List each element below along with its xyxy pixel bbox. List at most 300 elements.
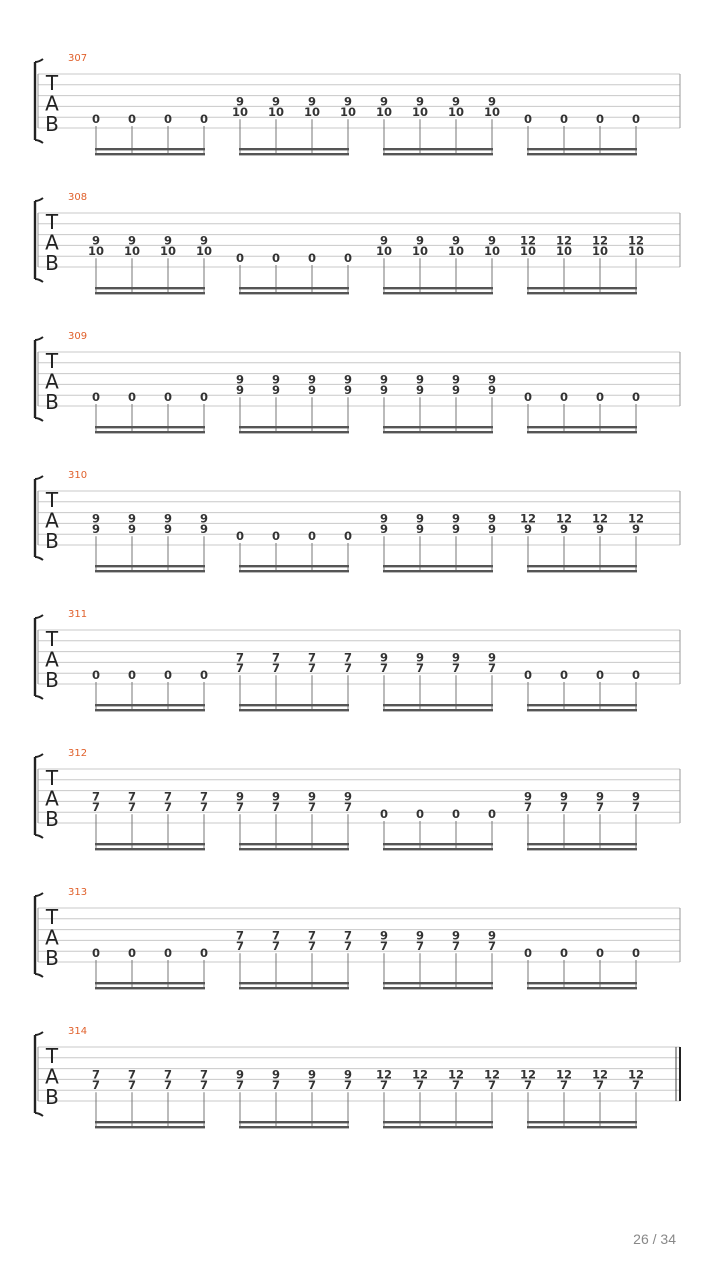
tab-clef-letter: T [45, 488, 59, 512]
beam-secondary [527, 431, 637, 433]
fret-number: 7 [343, 800, 353, 815]
fret-number: 0 [271, 529, 281, 543]
fret-number: 12 [447, 1067, 465, 1082]
tab-clef-letter: B [45, 251, 59, 275]
fret-number: 9 [451, 928, 461, 943]
fret-number: 7 [199, 800, 209, 815]
fret-number: 0 [559, 390, 569, 404]
fret-number: 0 [91, 668, 101, 682]
beam-primary [95, 148, 205, 150]
fret-number: 9 [379, 511, 389, 526]
tab-clef-letter: T [45, 210, 59, 234]
fret-number: 10 [339, 105, 357, 120]
beam-secondary [527, 848, 637, 850]
fret-number: 9 [415, 522, 425, 537]
fret-number: 12 [411, 1067, 429, 1082]
fret-number: 10 [375, 105, 393, 120]
fret-number: 0 [235, 529, 245, 543]
fret-number: 9 [343, 94, 353, 109]
fret-number: 9 [523, 789, 533, 804]
fret-number: 9 [415, 94, 425, 109]
fret-number: 0 [559, 668, 569, 682]
fret-number: 10 [411, 244, 429, 259]
fret-number: 9 [235, 1067, 245, 1082]
fret-number: 9 [235, 789, 245, 804]
fret-number: 9 [487, 511, 497, 526]
beam-secondary [95, 709, 205, 711]
beam-secondary [383, 431, 493, 433]
fret-number: 7 [91, 1078, 101, 1093]
fret-number: 7 [307, 800, 317, 815]
fret-number: 12 [591, 511, 609, 526]
fret-number: 9 [235, 94, 245, 109]
fret-number: 0 [523, 390, 533, 404]
beam-secondary [95, 987, 205, 989]
fret-number: 7 [271, 939, 281, 954]
beam-primary [383, 1121, 493, 1123]
fret-number: 7 [235, 650, 245, 665]
measure-number: 308 [68, 192, 88, 203]
fret-number: 7 [595, 1078, 605, 1093]
fret-number: 7 [235, 800, 245, 815]
measure-number: 313 [68, 887, 88, 898]
fret-number: 7 [127, 1067, 137, 1082]
fret-number: 9 [451, 94, 461, 109]
fret-number: 12 [519, 1067, 537, 1082]
fret-number: 9 [379, 233, 389, 248]
beam-primary [527, 982, 637, 984]
fret-number: 7 [343, 1078, 353, 1093]
beam-primary [383, 148, 493, 150]
fret-number: 9 [307, 383, 317, 398]
fret-number: 0 [415, 807, 425, 821]
fret-number: 7 [271, 650, 281, 665]
fret-number: 12 [555, 511, 573, 526]
beam-primary [239, 704, 349, 706]
beam-secondary [383, 570, 493, 572]
fret-number: 10 [483, 244, 501, 259]
fret-number: 9 [451, 233, 461, 248]
fret-number: 9 [379, 650, 389, 665]
beam-secondary [383, 292, 493, 294]
fret-number: 0 [379, 807, 389, 821]
fret-number: 7 [127, 1078, 137, 1093]
tab-clef-letter: T [45, 1044, 59, 1068]
fret-number: 7 [307, 661, 317, 676]
fret-number: 0 [199, 390, 209, 404]
beam-primary [95, 1121, 205, 1123]
beam-primary [527, 565, 637, 567]
fret-number: 9 [487, 94, 497, 109]
fret-number: 12 [627, 1067, 645, 1082]
fret-number: 10 [411, 105, 429, 120]
beam-secondary [527, 987, 637, 989]
fret-number: 9 [631, 789, 641, 804]
fret-number: 0 [451, 807, 461, 821]
fret-number: 7 [91, 789, 101, 804]
fret-number: 7 [271, 928, 281, 943]
beam-secondary [95, 431, 205, 433]
fret-number: 7 [631, 800, 641, 815]
fret-number: 0 [127, 112, 137, 126]
fret-number: 7 [163, 1067, 173, 1082]
measure-number: 314 [68, 1026, 88, 1037]
fret-number: 10 [267, 105, 285, 120]
fret-number: 9 [271, 1067, 281, 1082]
fret-number: 7 [127, 789, 137, 804]
tab-clef-letter: B [45, 946, 59, 970]
fret-number: 7 [559, 1078, 569, 1093]
beam-secondary [239, 431, 349, 433]
fret-number: 0 [595, 946, 605, 960]
fret-number: 10 [447, 244, 465, 259]
fret-number: 0 [91, 390, 101, 404]
fret-number: 0 [127, 668, 137, 682]
beam-primary [239, 982, 349, 984]
fret-number: 7 [271, 661, 281, 676]
fret-number: 9 [559, 789, 569, 804]
tab-clef-letter: B [45, 807, 59, 831]
fret-number: 10 [375, 244, 393, 259]
fret-number: 7 [307, 928, 317, 943]
tab-clef-letter: T [45, 349, 59, 373]
fret-number: 0 [631, 390, 641, 404]
fret-number: 0 [595, 390, 605, 404]
beam-primary [383, 982, 493, 984]
fret-number: 0 [595, 668, 605, 682]
fret-number: 7 [523, 1078, 533, 1093]
beam-primary [95, 704, 205, 706]
tab-system [35, 331, 680, 433]
fret-number: 7 [487, 661, 497, 676]
fret-number: 9 [415, 383, 425, 398]
tab-clef-letter: B [45, 1085, 59, 1109]
fret-number: 10 [231, 105, 249, 120]
fret-number: 7 [379, 1078, 389, 1093]
fret-number: 9 [271, 94, 281, 109]
beam-primary [95, 982, 205, 984]
beam-secondary [527, 1126, 637, 1128]
fret-number: 9 [379, 522, 389, 537]
fret-number: 9 [343, 1067, 353, 1082]
page-number: 26 / 34 [633, 1231, 676, 1247]
fret-number: 12 [519, 233, 537, 248]
fret-number: 9 [487, 372, 497, 387]
fret-number: 7 [91, 800, 101, 815]
tab-clef-letter: A [45, 786, 59, 811]
fret-number: 10 [303, 105, 321, 120]
fret-number: 9 [559, 522, 569, 537]
fret-number: 0 [91, 946, 101, 960]
fret-number: 0 [271, 251, 281, 265]
fret-number: 9 [163, 522, 173, 537]
beam-primary [95, 565, 205, 567]
beam-secondary [239, 292, 349, 294]
fret-number: 10 [123, 244, 141, 259]
fret-number: 7 [163, 789, 173, 804]
fret-number: 12 [591, 233, 609, 248]
fret-number: 0 [127, 390, 137, 404]
beam-primary [527, 843, 637, 845]
tab-system [35, 1026, 680, 1128]
fret-number: 7 [235, 1078, 245, 1093]
fret-number: 7 [235, 928, 245, 943]
beam-secondary [383, 709, 493, 711]
fret-number: 9 [487, 650, 497, 665]
beam-primary [95, 426, 205, 428]
beam-secondary [383, 848, 493, 850]
fret-number: 9 [595, 522, 605, 537]
fret-number: 9 [271, 372, 281, 387]
fret-number: 9 [91, 522, 101, 537]
fret-number: 12 [519, 511, 537, 526]
fret-number: 9 [415, 928, 425, 943]
fret-number: 7 [127, 800, 137, 815]
measure-number: 307 [68, 53, 88, 64]
fret-number: 9 [199, 511, 209, 526]
fret-number: 9 [199, 522, 209, 537]
fret-number: 0 [163, 390, 173, 404]
fret-number: 12 [375, 1067, 393, 1082]
fret-number: 9 [451, 522, 461, 537]
tab-clef-letter: A [45, 230, 59, 255]
fret-number: 7 [595, 800, 605, 815]
beam-secondary [527, 709, 637, 711]
fret-number: 9 [91, 233, 101, 248]
fret-number: 0 [523, 946, 533, 960]
beam-primary [239, 565, 349, 567]
beam-secondary [383, 987, 493, 989]
tab-system [35, 748, 680, 850]
fret-number: 9 [379, 383, 389, 398]
measure-number: 309 [68, 331, 88, 342]
beam-primary [95, 287, 205, 289]
fret-number: 9 [271, 383, 281, 398]
beam-primary [383, 565, 493, 567]
fret-number: 7 [235, 939, 245, 954]
fret-number: 9 [415, 650, 425, 665]
fret-number: 7 [199, 1067, 209, 1082]
fret-number: 7 [199, 789, 209, 804]
fret-number: 12 [483, 1067, 501, 1082]
fret-number: 0 [343, 251, 353, 265]
beam-secondary [383, 1126, 493, 1128]
fret-number: 9 [163, 233, 173, 248]
fret-number: 9 [415, 511, 425, 526]
beam-primary [95, 843, 205, 845]
fret-number: 9 [343, 789, 353, 804]
fret-number: 9 [127, 511, 137, 526]
fret-number: 9 [595, 789, 605, 804]
fret-number: 9 [271, 789, 281, 804]
fret-number: 0 [631, 112, 641, 126]
beam-secondary [527, 570, 637, 572]
fret-number: 7 [559, 800, 569, 815]
fret-number: 0 [163, 946, 173, 960]
fret-number: 10 [555, 244, 573, 259]
tab-system [35, 470, 680, 572]
fret-number: 12 [555, 233, 573, 248]
measure-number: 310 [68, 470, 88, 481]
tab-clef-letter: T [45, 627, 59, 651]
fret-number: 0 [343, 529, 353, 543]
beam-primary [527, 704, 637, 706]
fret-number: 9 [379, 94, 389, 109]
tab-system [35, 53, 680, 155]
beam-secondary [239, 709, 349, 711]
beam-primary [527, 287, 637, 289]
fret-number: 7 [307, 939, 317, 954]
fret-number: 9 [451, 511, 461, 526]
fret-number: 0 [307, 251, 317, 265]
fret-number: 10 [483, 105, 501, 120]
fret-number: 0 [595, 112, 605, 126]
beam-primary [383, 704, 493, 706]
tab-system [35, 887, 680, 989]
beam-primary [239, 1121, 349, 1123]
fret-number: 9 [487, 383, 497, 398]
fret-number: 9 [307, 94, 317, 109]
fret-number: 7 [631, 1078, 641, 1093]
fret-number: 7 [307, 1078, 317, 1093]
beam-secondary [527, 153, 637, 155]
beam-primary [383, 287, 493, 289]
fret-number: 9 [523, 522, 533, 537]
tab-clef-letter: A [45, 647, 59, 672]
beam-primary [383, 843, 493, 845]
fret-number: 10 [159, 244, 177, 259]
fret-number: 10 [87, 244, 105, 259]
fret-number: 9 [343, 383, 353, 398]
fret-number: 7 [487, 939, 497, 954]
beam-primary [527, 1121, 637, 1123]
fret-number: 9 [487, 928, 497, 943]
fret-number: 7 [199, 1078, 209, 1093]
beam-primary [239, 148, 349, 150]
fret-number: 9 [199, 233, 209, 248]
fret-number: 0 [235, 251, 245, 265]
fret-number: 9 [307, 789, 317, 804]
fret-number: 7 [271, 1078, 281, 1093]
fret-number: 7 [487, 1078, 497, 1093]
fret-number: 9 [487, 233, 497, 248]
fret-number: 9 [127, 522, 137, 537]
fret-number: 0 [487, 807, 497, 821]
fret-number: 0 [91, 112, 101, 126]
beam-secondary [239, 570, 349, 572]
fret-number: 10 [591, 244, 609, 259]
fret-number: 9 [307, 1067, 317, 1082]
fret-number: 0 [199, 668, 209, 682]
fret-number: 0 [199, 112, 209, 126]
fret-number: 0 [163, 112, 173, 126]
fret-number: 9 [235, 383, 245, 398]
beam-secondary [239, 153, 349, 155]
beam-secondary [239, 987, 349, 989]
fret-number: 0 [559, 112, 569, 126]
beam-primary [527, 148, 637, 150]
fret-number: 12 [591, 1067, 609, 1082]
fret-number: 7 [523, 800, 533, 815]
beam-secondary [239, 1126, 349, 1128]
fret-number: 9 [451, 372, 461, 387]
fret-number: 0 [199, 946, 209, 960]
fret-number: 12 [627, 233, 645, 248]
beam-secondary [95, 570, 205, 572]
fret-number: 10 [195, 244, 213, 259]
fret-number: 9 [379, 372, 389, 387]
beam-secondary [239, 848, 349, 850]
fret-number: 9 [91, 511, 101, 526]
fret-number: 0 [523, 112, 533, 126]
tab-clef-letter: T [45, 905, 59, 929]
fret-number: 7 [163, 800, 173, 815]
measure-number: 311 [68, 609, 88, 620]
beam-primary [383, 426, 493, 428]
tab-clef-letter: A [45, 925, 59, 950]
tab-clef-letter: B [45, 668, 59, 692]
beam-secondary [95, 1126, 205, 1128]
fret-number: 0 [307, 529, 317, 543]
fret-number: 7 [451, 1078, 461, 1093]
beam-secondary [383, 153, 493, 155]
fret-number: 10 [627, 244, 645, 259]
fret-number: 7 [235, 661, 245, 676]
beam-secondary [95, 292, 205, 294]
beam-secondary [95, 848, 205, 850]
beam-secondary [527, 292, 637, 294]
fret-number: 0 [127, 946, 137, 960]
beam-secondary [95, 153, 205, 155]
fret-number: 0 [163, 668, 173, 682]
fret-number: 7 [451, 661, 461, 676]
fret-number: 9 [415, 372, 425, 387]
measure-number: 312 [68, 748, 88, 759]
beam-primary [239, 426, 349, 428]
fret-number: 7 [91, 1067, 101, 1082]
fret-number: 9 [379, 928, 389, 943]
fret-number: 9 [163, 511, 173, 526]
fret-number: 7 [415, 1078, 425, 1093]
fret-number: 7 [415, 939, 425, 954]
fret-number: 9 [307, 372, 317, 387]
fret-number: 7 [307, 650, 317, 665]
tab-clef-letter: A [45, 91, 59, 116]
fret-number: 7 [343, 928, 353, 943]
fret-number: 0 [631, 668, 641, 682]
fret-number: 7 [379, 661, 389, 676]
tab-clef-letter: A [45, 1064, 59, 1089]
fret-number: 9 [631, 522, 641, 537]
tab-clef-letter: T [45, 71, 59, 95]
fret-number: 9 [343, 372, 353, 387]
tab-clef-letter: T [45, 766, 59, 790]
fret-number: 7 [343, 650, 353, 665]
fret-number: 0 [631, 946, 641, 960]
fret-number: 9 [451, 650, 461, 665]
beam-primary [239, 287, 349, 289]
tab-system [35, 192, 680, 294]
fret-number: 7 [163, 1078, 173, 1093]
fret-number: 10 [519, 244, 537, 259]
fret-number: 7 [343, 939, 353, 954]
tab-clef-letter: B [45, 529, 59, 553]
fret-number: 9 [127, 233, 137, 248]
tab-clef-letter: A [45, 508, 59, 533]
fret-number: 7 [415, 661, 425, 676]
tab-clef-letter: B [45, 390, 59, 414]
fret-number: 10 [447, 105, 465, 120]
